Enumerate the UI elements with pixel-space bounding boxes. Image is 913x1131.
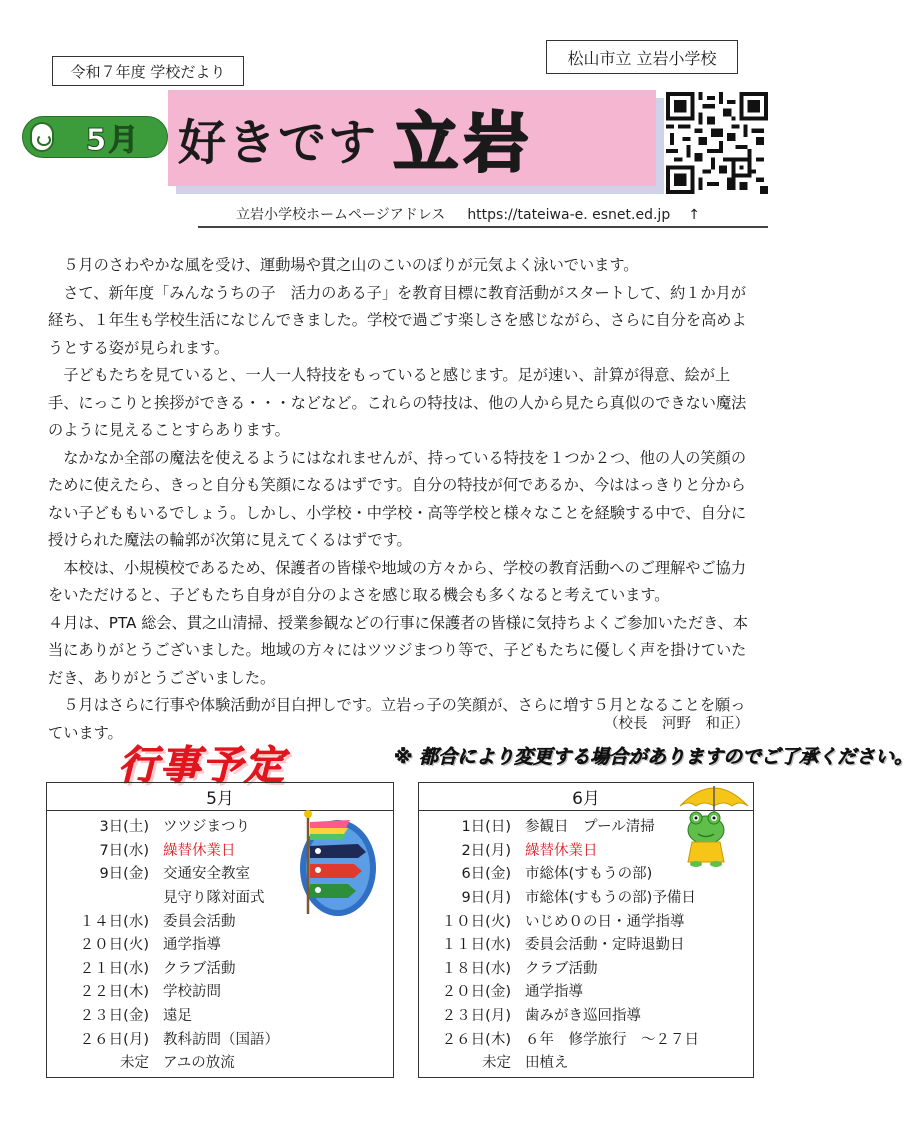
pill-icon: [30, 122, 54, 152]
schedule-row: 7日(水) 繰替休業日: [99, 842, 236, 859]
message-paragraph: ５月はさらに行事や体験活動が目白押しです。立岩っ子の笑顔が、さらに増す５月となることを願っています。: [48, 696, 746, 742]
schedule-row: 1日(日) 参観日 プール清掃: [461, 819, 655, 836]
schedule-row: 2日(月) 繰替休業日: [461, 842, 598, 859]
koinobori-illustration: [288, 806, 378, 918]
schedule-row: ２６日(木) ６年 修学旅行 ～２７日: [441, 1031, 699, 1048]
principal-message: [48, 252, 756, 747]
message-paragraph: 本校は、小規模校であるため、保護者の皆様や地域の方々から、学校の教育活動へのご理解やご協力をいただけると、子どもたち自身が自分のよさを感じ取る機会も多くなると考えています。: [48, 558, 747, 604]
title-main: 好きです: [178, 114, 379, 171]
message-paragraph: ４月は、PTA 総会、貫之山清掃、授業参観などの行事に保護者の皆様に気持ちよくご参加いただき、本当にありがとうございました。地域の方々にはツツジまつり等で、子どもたちに優しく声を掛けていただき、ありがとうございました。: [48, 613, 749, 687]
change-notice: ※ 都合により変更する場合がありますのでご了承ください。: [394, 746, 913, 768]
newsletter-title: [168, 90, 656, 186]
homepage-line: [236, 204, 700, 224]
message-paragraph: 子どもたちを見ていると、一人一人特技をもっていると感じます。足が速い、計算が得意、絵が上手、にっこりと挨拶ができる・・・などなど。これらの特技は、他の人から見たら真似のできない魔法のように見えることすらあります。: [48, 366, 747, 439]
schedule-row: １４日(水) 委員会活動: [79, 913, 236, 930]
message-paragraph: さて、新年度「みんなうちの子 活力のある子」を教育目標に教育活動がスタートして、約１か月が経ち、１年生も学校生活になじんできました。学校で過ごす楽しさを感じながら、さらに自分を高めようとする姿が見られます。: [48, 283, 747, 357]
homepage-url[interactable]: https://tateiwa-e. esnet.ed.jp: [467, 207, 671, 223]
month-badge: [22, 116, 168, 158]
schedule-row: １８日(水) クラブ活動: [441, 960, 598, 977]
schedule-row: ２０日(火) 通学指導: [79, 937, 221, 954]
schedule-row: ２２日(木) 学校訪問: [79, 984, 221, 1001]
schedule-row: 6日(金) 市総体(すもうの部): [461, 866, 653, 883]
schedule-row: 3日(土) ツツジまつり: [99, 819, 250, 836]
schedule-row: ２３日(金) 遠足: [79, 1008, 192, 1025]
header-divider: [198, 226, 768, 228]
homepage-label: 立岩小学校ホームページアドレス: [236, 207, 446, 223]
schedule-row: ２０日(金) 通学指導: [441, 984, 583, 1001]
schedule-row: 9日(月) 市総体(すもうの部)予備日: [461, 890, 696, 907]
schedule-row: ２６日(月) 教科訪問（国語）: [79, 1031, 279, 1048]
frog-umbrella-illustration: [676, 776, 752, 868]
schedule-row: 見守り隊対面式: [163, 890, 265, 907]
schedule-row: 未定 アユの放流: [120, 1055, 235, 1072]
june-header: 6月: [419, 783, 753, 811]
qr-code-icon[interactable]: [666, 92, 768, 194]
issue-label: 令和７年度 学校だより: [52, 56, 244, 86]
schedule-row: １１日(水) 委員会活動・定時退勤日: [441, 937, 685, 954]
schedule-row: 9日(金) 交通安全教室: [99, 866, 250, 883]
month-badge-label: 5月: [85, 123, 141, 158]
message-paragraph: なかなか全部の魔法を使えるようにはなれませんが、持っている特技を１つか２つ、他の人の笑顔のために使えたら、きっと自分も笑顔になるはずです。自分の特技が何であるか、今ははっきりと分からない子どももいるでしょう。しかし、小学校・中学校・高等学校と様々なことを経験する中で、自分に授けられた魔法の輪郭が次第に見えてくるはずです。: [48, 448, 747, 549]
title-school: 立岩: [394, 107, 535, 181]
schedule-row: 未定 田植え: [482, 1055, 569, 1072]
may-header: 5月: [47, 783, 393, 811]
schedule-row: ２１日(水) クラブ活動: [79, 960, 236, 977]
principal-signature: （校長 河野 和正）: [604, 716, 749, 732]
schedule-row: ２３日(月) 歯みがき巡回指導: [441, 1008, 641, 1025]
events-title: 行事予定: [118, 743, 286, 789]
message-paragraph: ５月のさわやかな風を受け、運動場や貫之山のこいのぼりが元気よく泳いでいます。: [63, 256, 639, 274]
school-name: 松山市立 立岩小学校: [546, 40, 738, 74]
up-arrow-icon: ↑: [688, 207, 700, 223]
schedule-row: １０日(火) いじめ０の日・通学指導: [441, 913, 685, 930]
